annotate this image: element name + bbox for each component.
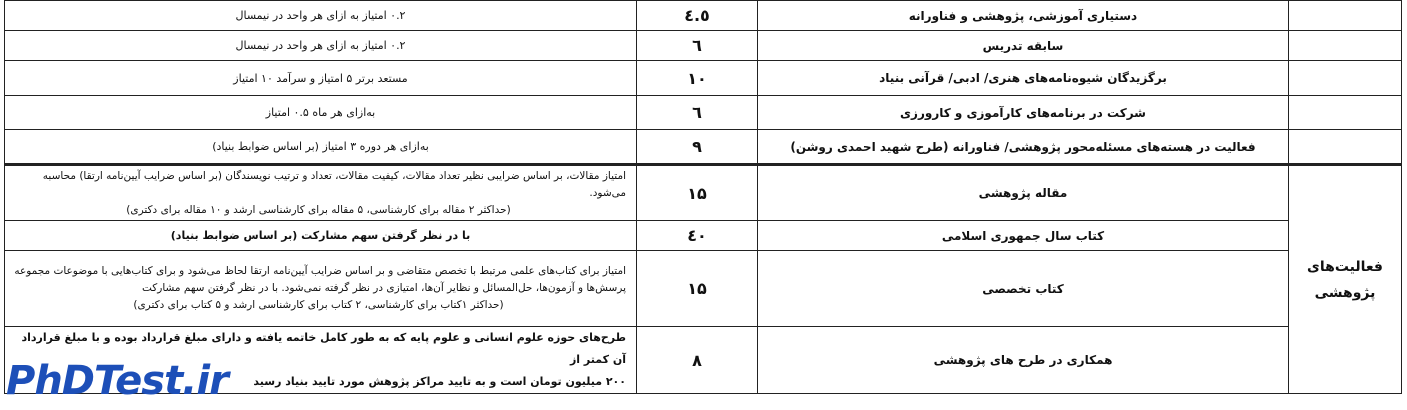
desc-line: (حداکثر ۱کتاب برای کارشناسی، ۲ کتاب برای کارشناسی ارشد و ۵ کتاب برای دکتری)	[133, 299, 504, 311]
activity-title: دستیاری آموزشی، پژوهشی و فناورانه	[758, 1, 1289, 31]
desc-line: با در نظر گرفتن سهم مشارکت (بر اساس ضوابط بنیاد)	[170, 229, 471, 242]
scoring-table	[4, 0, 1402, 394]
table-row	[5, 96, 1402, 130]
watermark-logo: PhDTest.ir	[6, 358, 228, 404]
activity-title: سابقه تدریس	[758, 31, 1289, 61]
table-row	[5, 1, 1402, 31]
activity-title: کتاب تخصصی	[758, 251, 1289, 327]
desc-line: ۲۰۰ میلیون تومان است و به تایید مراکز پژوهش مورد تایید بنیاد رسید	[253, 375, 626, 388]
score-value: ٨	[637, 327, 758, 394]
score-value: ۱۰	[637, 61, 758, 96]
activity-title: شرکت در برنامه‌های کارآموزی و کارورزی	[758, 96, 1289, 130]
desc-line: طرح‌های حوزه علوم انسانی و علوم پایه که به طور کامل خاتمه یافته و دارای مبلغ قرارداد بوده و با مبلغ قرارداد آن کمتر از	[21, 331, 626, 366]
category-label: فعالیت‌های	[1307, 258, 1383, 275]
score-value: ٦	[637, 31, 758, 61]
category-cell-top	[1289, 61, 1402, 96]
activity-title: برگزیدگان شیوه‌نامه‌های هنری/ ادبی/ قرآنی بنیاد	[758, 61, 1289, 96]
score-value: ٦	[637, 96, 758, 130]
score-value: ٤.٥	[637, 1, 758, 31]
desc-line: پرسش‌ها و آزمون‌ها، حل‌المسائل و نظایر آن‌ها، امتیازی در نظر گرفته نمی‌شود. با در نظر گرفتن سهم مشارکت	[141, 282, 626, 294]
desc-line: به‌ازای هر ماه ۰.۵ امتیاز	[265, 106, 376, 119]
activity-title: کتاب سال جمهوری اسلامی	[758, 221, 1289, 251]
score-description	[5, 165, 637, 221]
table-row	[5, 221, 1402, 251]
score-value: ۱۵	[637, 251, 758, 327]
table-row	[5, 130, 1402, 165]
score-value: ۱۵	[637, 165, 758, 221]
score-description	[5, 96, 637, 130]
activity-title: فعالیت در هسته‌های مسئله‌محور پژوهشی/ فناورانه (طرح شهید احمدی روشن)	[758, 130, 1289, 165]
desc-line: مستعد برتر ۵ امتیاز و سرآمد ۱۰ امتیاز	[233, 71, 408, 85]
table-row	[5, 61, 1402, 96]
category-cell-top	[1289, 130, 1402, 165]
score-description	[5, 61, 637, 96]
score-value: ٩	[637, 130, 758, 165]
activity-title: همکاری در طرح های پژوهشی	[758, 327, 1289, 394]
desc-line: ۰.۲ امتیاز به ازای هر واحد در نیمسال	[235, 9, 406, 22]
desc-line: امتیاز برای کتاب‌های علمی مرتبط با تخصص متقاضی و بر اساس ضرایب آیین‌نامه ارتقا لحاظ می‌شود و برای کتاب‌هایی با موضوعات مجموعه	[14, 265, 626, 277]
category-cell-top	[1289, 31, 1402, 61]
table-row	[5, 165, 1402, 221]
score-description	[5, 251, 637, 327]
desc-line: ۰.۲ امتیاز به ازای هر واحد در نیمسال	[235, 39, 406, 52]
table-row	[5, 31, 1402, 61]
desc-line: به‌ازای هر دوره ۳ امتیاز (بر اساس ضوابط بنیاد)	[212, 140, 429, 153]
desc-line: امتیاز مقالات، بر اساس ضرایبی نظیر تعداد مقالات، کیفیت مقالات، تعداد و ترتیب نویسندگان (بر اساس ضرایب آیین‌نامه ارتقا) محاسبه می‌شود.	[42, 169, 626, 199]
table-row	[5, 251, 1402, 327]
category-cell-top	[1289, 1, 1402, 31]
score-description	[5, 31, 637, 61]
score-value: ٤۰	[637, 221, 758, 251]
activity-title: مقاله پژوهشی	[758, 165, 1289, 221]
desc-line: (حداکثر ۲ مقاله برای کارشناسی، ۵ مقاله برای کارشناسی ارشد و ۱۰ مقاله برای دکتری)	[126, 203, 511, 216]
score-description	[5, 221, 637, 251]
category-cell	[1289, 165, 1402, 394]
category-cell-top	[1289, 96, 1402, 130]
score-description	[5, 130, 637, 165]
score-description	[5, 1, 637, 31]
category-label: پژوهشی	[1314, 284, 1376, 301]
